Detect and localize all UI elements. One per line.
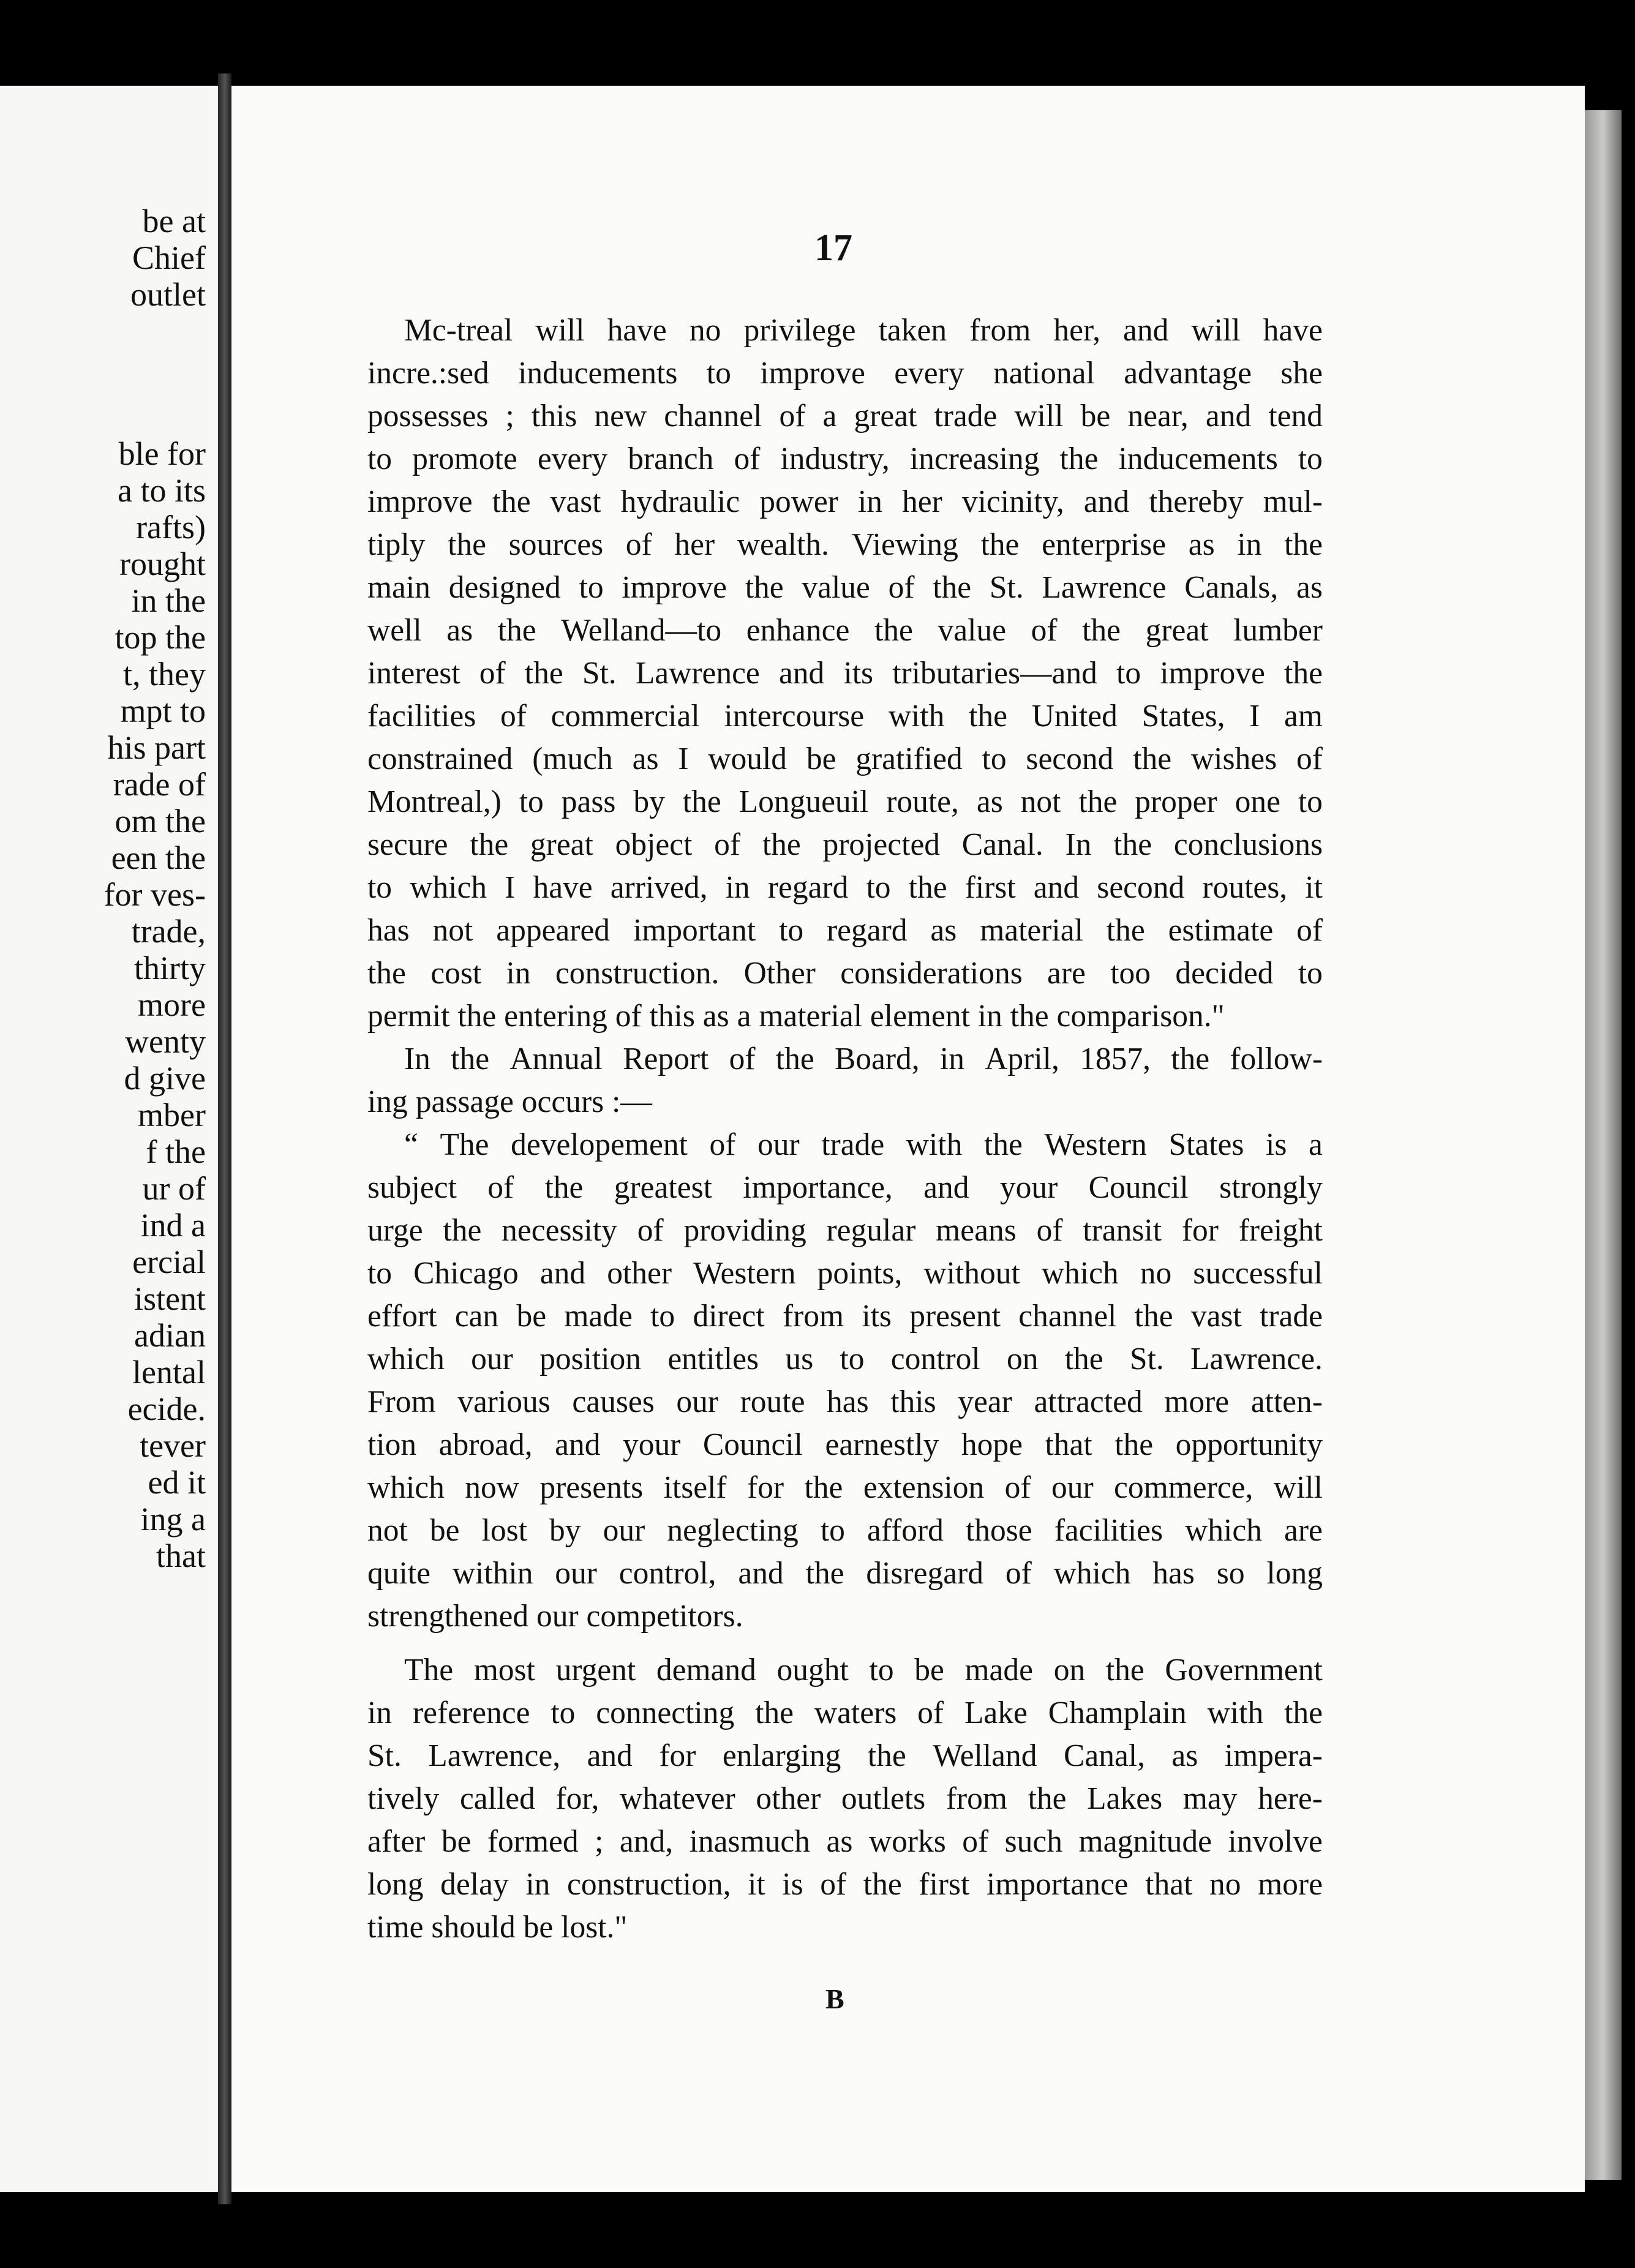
- left-page-fragment: ed it: [148, 1464, 206, 1501]
- left-page: [0, 86, 218, 2192]
- text-line: incre.:sed inducements to improve every national advantage she: [367, 356, 1323, 391]
- text-line: Montreal,) to pass by the Longueuil route, as not the proper one to: [367, 784, 1323, 819]
- text-line: effort can be made to direct from its present channel the vast trade: [367, 1299, 1323, 1334]
- text-line: to which I have arrived, in regard to the first and second routes, it: [367, 870, 1323, 905]
- text-line: in reference to connecting the waters of Lake Champlain with the: [367, 1695, 1323, 1730]
- text-line: interest of the St. Lawrence and its tributaries—and to improve the: [367, 656, 1323, 691]
- text-line: urge the necessity of providing regular means of transit for freight: [367, 1213, 1323, 1248]
- text-line: permit the entering of this as a material element in the comparison.": [367, 999, 1225, 1034]
- text-line: time should be lost.": [367, 1910, 628, 1945]
- text-line: constrained (much as I would be gratified to second the wishes of: [367, 742, 1323, 776]
- text-line: tion abroad, and your Council earnestly hope that the opportunity: [367, 1427, 1323, 1462]
- text-line: to Chicago and other Western points, without which no successful: [367, 1256, 1323, 1291]
- text-line: possesses ; this new channel of a great trade will be near, and tend: [367, 399, 1323, 434]
- left-page-fragment: adian: [134, 1317, 206, 1354]
- left-page-fragment: d give: [124, 1060, 206, 1097]
- left-page-fragment: his part: [107, 729, 206, 766]
- left-page-fragment: om the: [115, 803, 206, 839]
- text-line: quite within our control, and the disregard of which has so long: [367, 1556, 1323, 1591]
- left-page-fragment: be at: [142, 203, 206, 239]
- left-page-fragment: outlet: [130, 276, 206, 313]
- page-edge: [1585, 110, 1622, 2180]
- book-gutter: [218, 73, 231, 2204]
- text-line: Mc-treal will have no privilege taken from her, and will have: [404, 313, 1323, 348]
- left-page-fragment: Chief: [132, 239, 206, 276]
- text-line: the cost in construction. Other considerations are too decided to: [367, 956, 1323, 991]
- left-page-fragment: t, they: [123, 656, 206, 693]
- left-page-fragment: ercial: [132, 1244, 206, 1280]
- text-line: main designed to improve the value of the St. Lawrence Canals, as: [367, 570, 1323, 605]
- left-page-fragment: that: [156, 1538, 206, 1574]
- left-page-fragment: ur of: [142, 1170, 206, 1207]
- text-line: St. Lawrence, and for enlarging the Welland Canal, as impera-: [367, 1738, 1323, 1773]
- text-line: strengthened our competitors.: [367, 1599, 743, 1634]
- left-page-fragment: wenty: [125, 1023, 206, 1060]
- text-line: which our position entitles us to control on the St. Lawrence.: [367, 1342, 1323, 1376]
- left-page-fragment: mpt to: [120, 693, 206, 729]
- text-line: In the Annual Report of the Board, in April, 1857, the follow-: [404, 1042, 1323, 1076]
- left-page-fragment: rought: [119, 546, 206, 582]
- text-line: not be lost by our neglecting to afford those facilities which are: [367, 1513, 1323, 1548]
- left-page-fragment: ing a: [140, 1501, 206, 1538]
- text-line: well as the Welland—to enhance the value of the great lumber: [367, 613, 1323, 648]
- paragraph-gap: [367, 1638, 1323, 1649]
- left-page-fragment: in the: [131, 582, 206, 619]
- left-page-fragment: ind a: [140, 1207, 206, 1244]
- signature-mark: B: [825, 1983, 844, 2015]
- left-page-fragment: ble for: [118, 435, 206, 472]
- text-line: From various causes our route has this year attracted more atten-: [367, 1384, 1323, 1419]
- left-page-fragment: a to its: [118, 472, 206, 509]
- left-page-fragment: rade of: [113, 766, 206, 803]
- left-page-fragment: rafts): [136, 509, 206, 546]
- text-line: long delay in construction, it is of the first importance that no more: [367, 1867, 1323, 1902]
- left-page-fragment: trade,: [131, 913, 206, 950]
- body-text: [367, 309, 1323, 1949]
- left-page-fragment: more: [138, 986, 206, 1023]
- left-page-fragment: tever: [140, 1427, 206, 1464]
- text-line: facilities of commercial intercourse with the United States, I am: [367, 699, 1323, 734]
- text-line: tively called for, whatever other outlets from the Lakes may here-: [367, 1781, 1323, 1816]
- text-line: tiply the sources of her wealth. Viewing the enterprise as in the: [367, 527, 1323, 562]
- page-number: 17: [814, 227, 852, 269]
- text-line: after be formed ; and, inasmuch as works of such magnitude involve: [367, 1824, 1323, 1859]
- left-page-fragment: for ves-: [103, 876, 206, 913]
- text-line: to promote every branch of industry, increasing the inducements to: [367, 441, 1323, 476]
- text-line: ing passage occurs :—: [367, 1084, 652, 1119]
- left-page-fragment: ecide.: [127, 1391, 206, 1427]
- left-page-fragment: thirty: [134, 950, 206, 986]
- text-line: improve the vast hydraulic power in her vicinity, and thereby mul-: [367, 484, 1323, 519]
- left-page-fragment: top the: [115, 619, 206, 656]
- text-line: secure the great object of the projected Canal. In the conclusions: [367, 827, 1323, 862]
- left-page-fragment: istent: [134, 1280, 206, 1317]
- left-page-fragment: f the: [146, 1133, 206, 1170]
- left-page-fragment: lental: [132, 1354, 206, 1391]
- text-line: The most urgent demand ought to be made on the Government: [404, 1653, 1323, 1688]
- left-page-fragment: een the: [111, 839, 206, 876]
- text-line: has not appeared important to regard as material the estimate of: [367, 913, 1323, 948]
- text-line: which now presents itself for the extension of our commerce, will: [367, 1470, 1323, 1505]
- text-line: “ The developement of our trade with the Western States is a: [404, 1127, 1323, 1162]
- left-page-fragment: mber: [138, 1097, 206, 1133]
- text-line: subject of the greatest importance, and your Council strongly: [367, 1170, 1323, 1205]
